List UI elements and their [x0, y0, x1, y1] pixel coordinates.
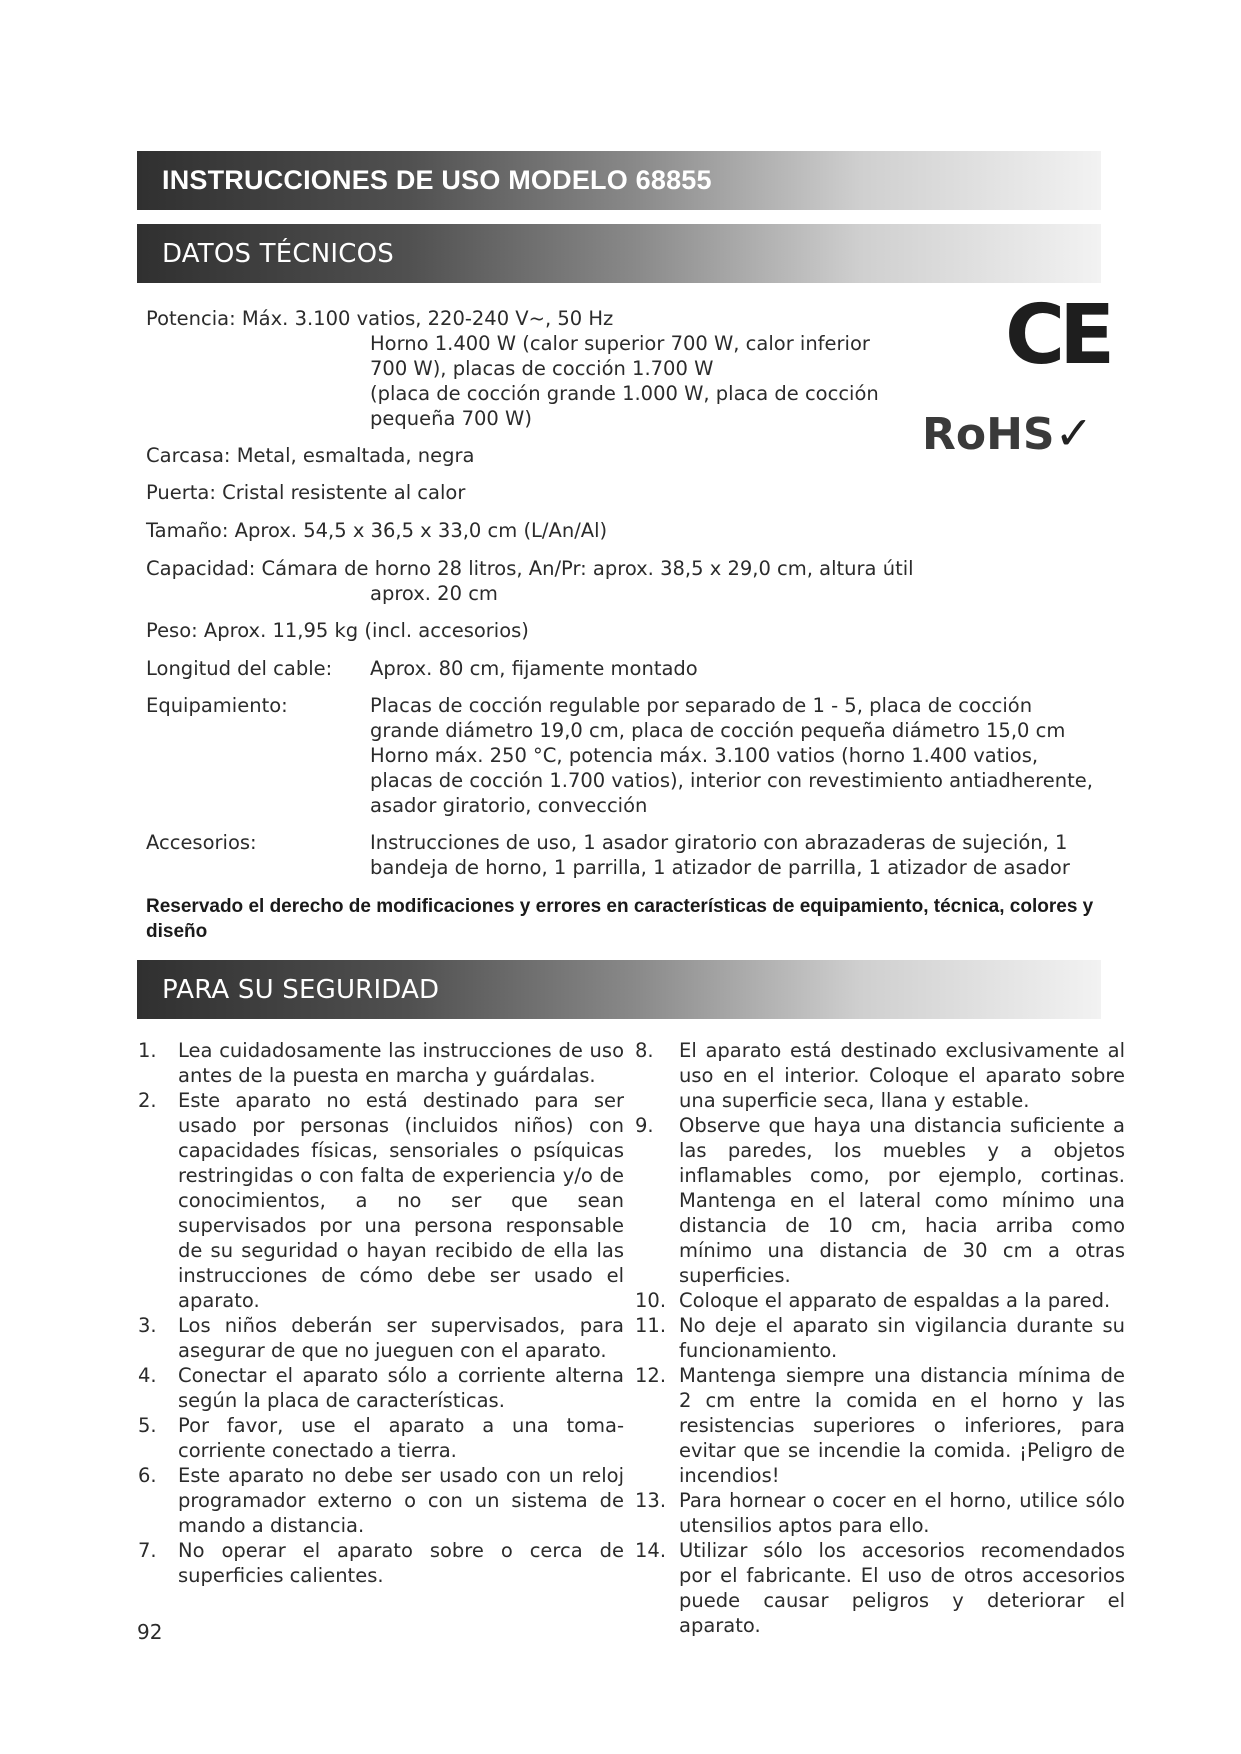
- spec-acc-line2: bandeja de horno, 1 parrilla, 1 atizador de parrilla, 1 atizador de asador: [370, 856, 1070, 879]
- list-item-text: No operar el aparato sobre o cerca de superficies calientes.: [178, 1539, 624, 1587]
- list-item-text: Utilizar sólo los accesorios recomendados por el fabricante. El uso de otros accesorios puede causar peligros y deteriorar el aparato.: [679, 1539, 1125, 1637]
- list-item-text: Por favor, use el aparato a una toma-corriente conectado a tierra.: [178, 1414, 624, 1462]
- spec-potencia-line2: Horno 1.400 W (calor superior 700 W, calor inferior: [370, 332, 870, 355]
- spec-potencia-label: Potencia:: [146, 307, 236, 330]
- list-item-text: Coloque el apparato de espaldas a la pared.: [679, 1289, 1111, 1312]
- spec-capacidad-line2: aprox. 20 cm: [370, 582, 498, 605]
- list-item-text: El aparato está destinado exclusivamente al uso en el interior. Coloque el aparato sobre una superficie seca, llana y estable.: [679, 1039, 1125, 1112]
- list-item-number: 6.: [138, 1464, 157, 1487]
- list-item-number: 7.: [138, 1539, 157, 1562]
- check-icon: ✓: [1054, 406, 1094, 460]
- spec-equip-label: Equipamiento:: [146, 694, 288, 717]
- spec-equip-line4: placas de cocción 1.700 vatios), interior con revestimiento antiadherente,: [370, 769, 1093, 792]
- list-item-text: Conectar el aparato sólo a corriente alterna según la placa de características.: [178, 1364, 624, 1412]
- list-item: [635, 1313, 1125, 1363]
- list-item-number: 9.: [635, 1114, 654, 1137]
- section-header-seguridad: [137, 960, 1101, 1019]
- list-item-number: 5.: [138, 1414, 157, 1437]
- list-item: [134, 1538, 624, 1588]
- list-item: [134, 1313, 624, 1363]
- list-item-number: 10.: [635, 1289, 667, 1312]
- list-item: [134, 1463, 624, 1538]
- list-item-number: 1.: [138, 1039, 157, 1062]
- list-item-number: 11.: [635, 1314, 667, 1337]
- page-title: INSTRUCCIONES DE USO MODELO 68855: [162, 165, 712, 195]
- page-title-banner: [137, 151, 1101, 210]
- section-title-datos: DATOS TÉCNICOS: [162, 238, 394, 269]
- list-item-number: 2.: [138, 1089, 157, 1112]
- spec-carcasa: Carcasa: Metal, esmaltada, negra: [146, 444, 475, 467]
- list-item-number: 14.: [635, 1539, 667, 1562]
- list-item-text: Los niños deberán ser supervisados, para asegurar de que no jueguen con el aparato.: [178, 1314, 624, 1362]
- spec-equip-line2: grande diámetro 19,0 cm, placa de cocción pequeña diámetro 15,0 cm: [370, 719, 1066, 742]
- spec-capacidad-line1: Capacidad: Cámara de horno 28 litros, An/Pr: aprox. 38,5 x 29,0 cm, altura útil: [146, 557, 914, 580]
- list-item: [134, 1038, 624, 1088]
- list-item-text: Este aparato no debe ser usado con un reloj programador externo o con un sistema de mando a distancia.: [178, 1464, 624, 1537]
- list-item: [134, 1363, 624, 1413]
- spec-equip-line1: Placas de cocción regulable por separado de 1 - 5, placa de cocción: [370, 694, 1033, 717]
- spec-cable-label: Longitud del cable:: [146, 657, 333, 680]
- list-item-text: Observe que haya una distancia suficiente a las paredes, los muebles y a objetos inflamables como, por ejemplo, cortinas. Mantenga en el lateral como mínimo una distancia de 10 cm, hacia arriba como mínimo una distancia de 30 cm a otras superficies.: [679, 1114, 1125, 1287]
- list-item-text: Mantenga siempre una distancia mínima de 2 cm entre la comida en el horno y las resistencias superiores o inferiores, para evitar que se incendie la comida. ¡Peligro de incendios!: [679, 1364, 1125, 1487]
- rohs-logo: [922, 408, 1093, 460]
- list-item: [635, 1113, 1125, 1288]
- spec-potencia-line5: pequeña 700 W): [370, 407, 532, 430]
- list-item: [635, 1363, 1125, 1488]
- list-item: [635, 1038, 1125, 1113]
- rohs-text: RoHS: [922, 409, 1055, 460]
- spec-potencia-line4: (placa de cocción grande 1.000 W, placa de cocción: [370, 382, 879, 405]
- section-title-seguridad: PARA SU SEGURIDAD: [162, 974, 440, 1005]
- spec-acc-label: Accesorios:: [146, 831, 257, 854]
- list-item-text: Para hornear o cocer en el horno, utilice sólo utensilios aptos para ello.: [679, 1489, 1125, 1537]
- list-item-number: 13.: [635, 1489, 667, 1512]
- safety-list-right: [635, 1038, 1125, 1638]
- list-item: [134, 1413, 624, 1463]
- spec-acc-line1: Instrucciones de uso, 1 asador giratorio con abrazaderas de sujeción, 1: [370, 831, 1068, 854]
- list-item: [134, 1088, 624, 1313]
- spec-potencia-line3: 700 W), placas de cocción 1.700 W: [370, 357, 714, 380]
- safety-list-left: [134, 1038, 624, 1588]
- page-number: 92: [137, 1620, 163, 1644]
- spec-equip-line3: Horno máx. 250 °C, potencia máx. 3.100 vatios (horno 1.400 vatios,: [370, 744, 1039, 767]
- list-item-number: 4.: [138, 1364, 157, 1387]
- section-header-datos: [137, 224, 1101, 283]
- spec-equip-line5: asador giratorio, convección: [370, 794, 648, 817]
- list-item-text: Lea cuidadosamente las instrucciones de uso antes de la puesta en marcha y guárdalas.: [178, 1039, 624, 1087]
- spec-potencia-line1: [146, 306, 613, 331]
- list-item-number: 3.: [138, 1314, 157, 1337]
- list-item-text: No deje el aparato sin vigilancia durante su funcionamiento.: [679, 1314, 1125, 1362]
- spec-tamano: Tamaño: Aprox. 54,5 x 36,5 x 33,0 cm (L/An/Al): [146, 519, 608, 542]
- list-item-text: Este aparato no está destinado para ser usado por personas (incluidos niños) con capacidades físicas, sensoriales o psíquicas restringidas o con falta de experiencia y/o de conocimientos, a no ser que sean supervisados por una persona responsable de su seguridad o hayan recibido de ella las instrucciones de cómo debe ser usado el aparato.: [178, 1089, 624, 1312]
- list-item-number: 12.: [635, 1364, 667, 1387]
- list-item: [635, 1538, 1125, 1638]
- disclaimer-note: Reservado el derecho de modificaciones y errores en características de equipamiento, técnica, colores y diseño: [146, 896, 1094, 942]
- list-item: [635, 1288, 1125, 1313]
- spec-cable-value: Aprox. 80 cm, fijamente montado: [370, 657, 698, 680]
- list-item: [635, 1488, 1125, 1538]
- spec-peso: Peso: Aprox. 11,95 kg (incl. accesorios): [146, 619, 529, 642]
- list-item-number: 8.: [635, 1039, 654, 1062]
- spec-potencia-value: Máx. 3.100 vatios, 220-240 V~, 50 Hz: [241, 307, 614, 330]
- ce-mark-logo: CE: [1005, 288, 1110, 383]
- spec-puerta: Puerta: Cristal resistente al calor: [146, 481, 466, 504]
